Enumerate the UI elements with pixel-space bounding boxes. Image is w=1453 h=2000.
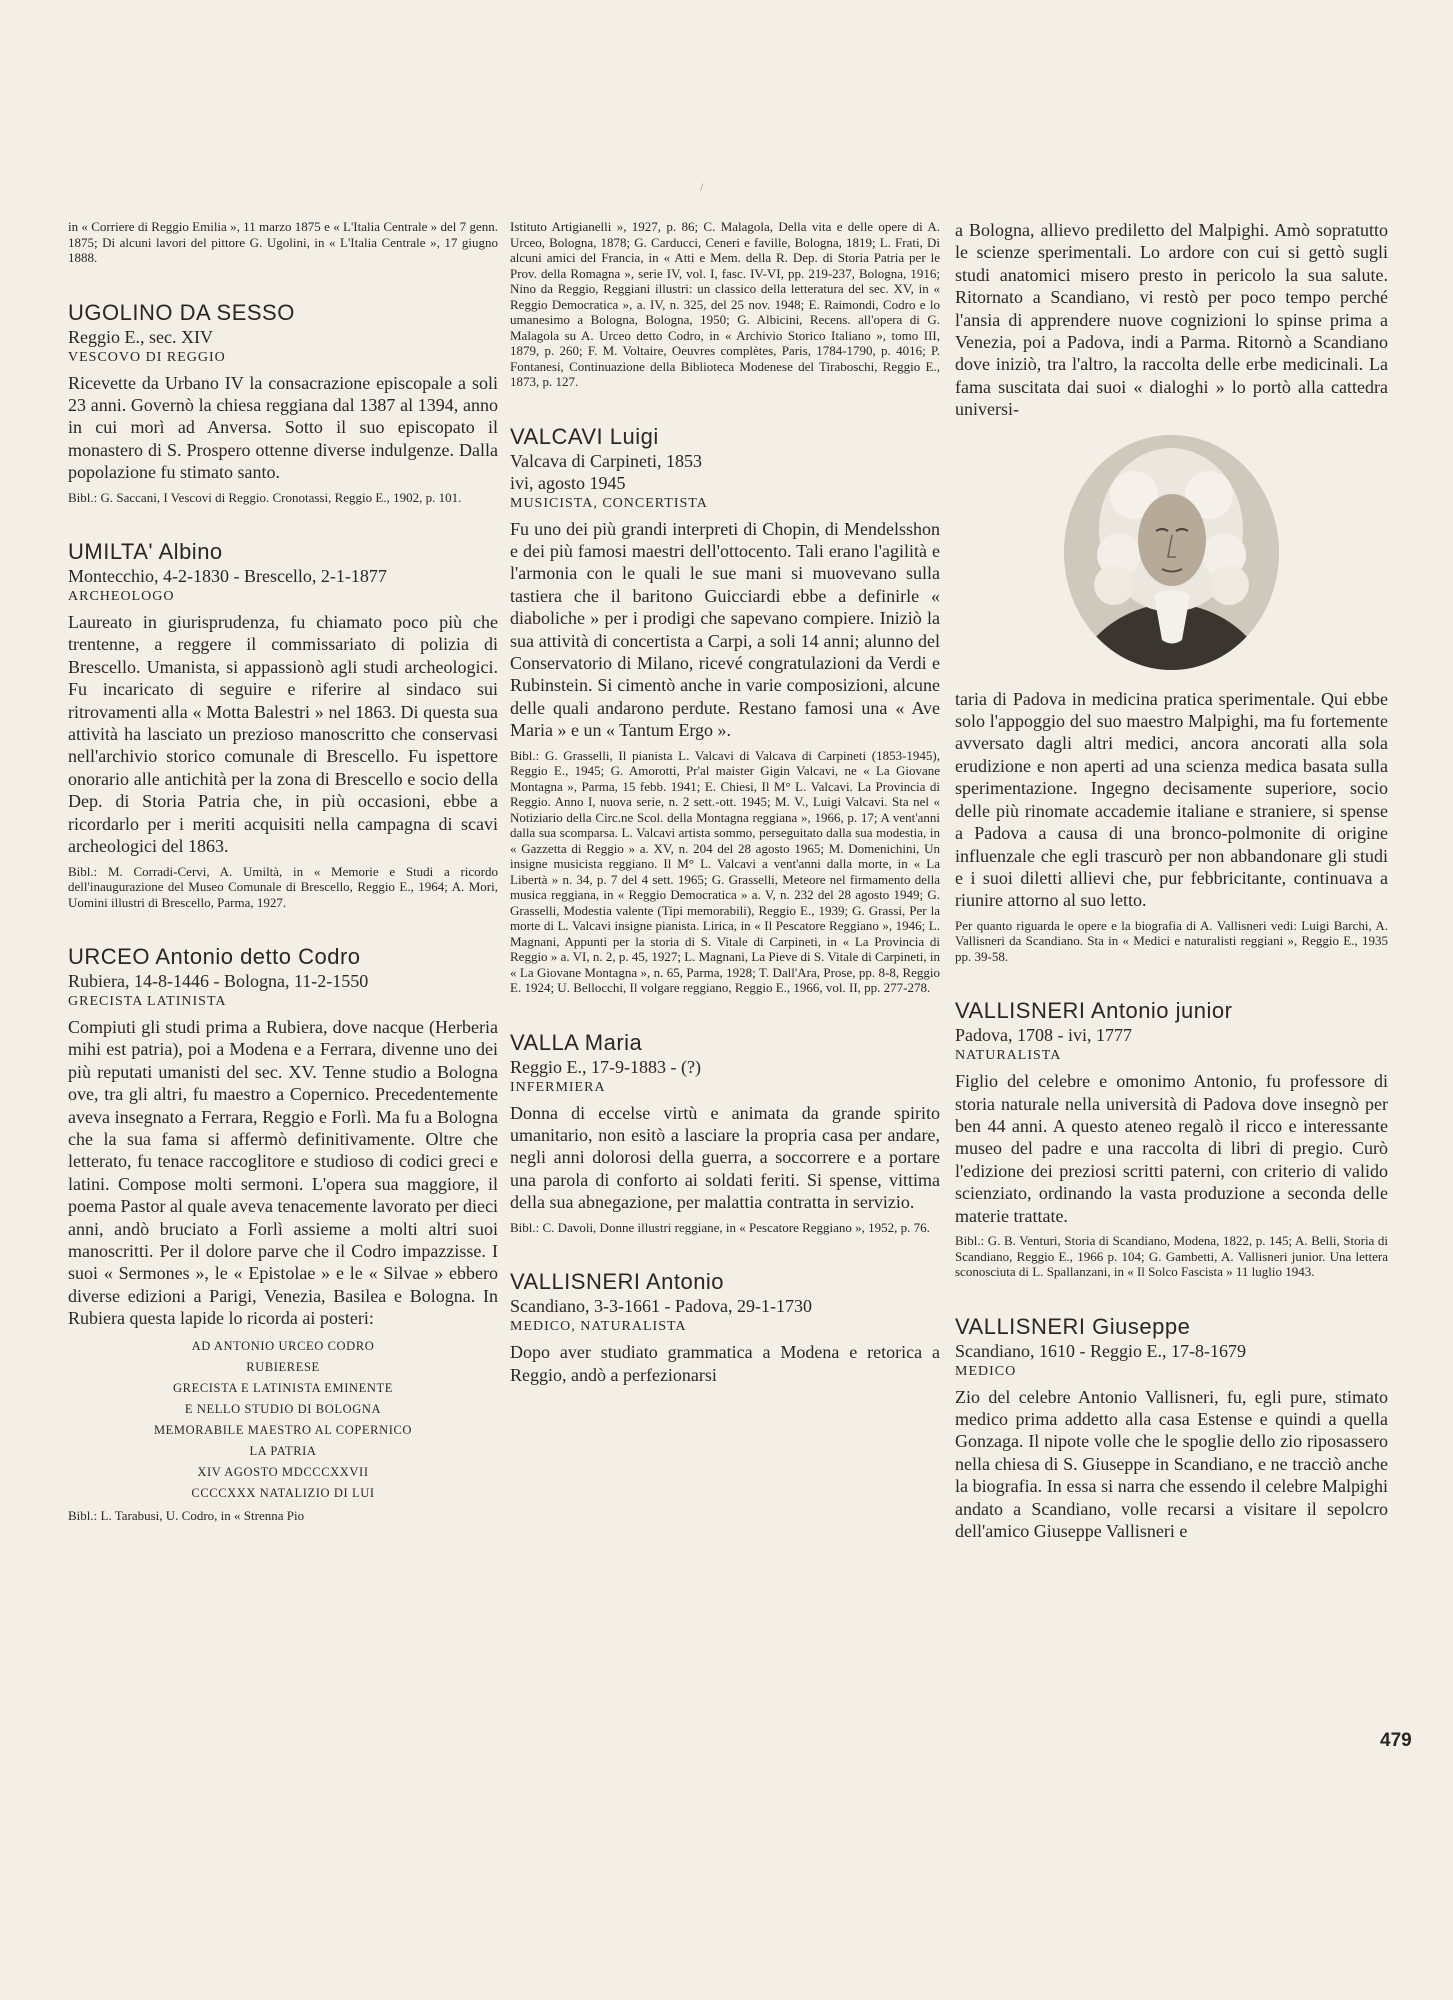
entry-ugolino-da-sesso bbox=[68, 300, 498, 506]
epitaph-line: MEMORABILE MAESTRO AL COPERNICO bbox=[153, 1422, 413, 1437]
entry-bibliography: Bibl.: G. Saccani, I Vescovi di Reggio. Cronotassi, Reggio E., 1902, p. 101. bbox=[68, 489, 462, 505]
entry-bibliography: Bibl.: G. Grasselli, Il pianista L. Valcavi di Valcava di Carpineti (1853-1945), Reggio E., 1945; G. Amorotti, Pr'al maister Gigin Valcavi, ne « La Giovane Montagna », Parma, 15 febb. 1941; E. Chiesi, Il M° L. Valcavi. La Provincia di Reggio. Anno I, nuova serie, n. 2 sett.-ott. 1945; M. V., Luigi Valcavi. Sta nel « Notiziario della Circ.ne Scol. della Montagna reggiana », 1966, p. 17; A vent'anni dalla sua scomparsa. L. Valcavi artista sommo, perseguitato dalla sua modestia, in « Gazzetta di Reggio » a. XV, n. 204 del 28 agosto 1965; M. Domenichini, Un insigne musicista reggiano. Il M° L. Valcavi a vent'anni dalla morte, in « La Libertà » n. 34, p. 7 del 4 sett. 1965; G. Grasselli, Meteore nel firmamento della musica reggiana, in « Reggio Democratica » a. V, n. 232 del 28 agosto 1949; G. Grasselli, Modestia valente (Tipi memorabili), Reggio E., 1939; G. Grassi, Per la morte di L. Valcavi insigne pianista. Lirica, in « Il Pescatore Reggiano », 1946; L. Magnani, Appunti per la storia di S. Vitale di Carpineti, in « La Provincia di Reggio » a. VI, n. 2, p. 45, 1927; L. Magnani, La Pieve di S. Vitale di Carpineti, in « La Giovane Montagna », n. 65, Parma, 1928; T. Dall'Ara, Prose, pp. 8-8, Reggio E. 1924; U. Bellocchi, Il volgare reggiano, Reggio E., 1966, vol. II, pp. 277-278. bbox=[510, 747, 940, 996]
column-3 bbox=[955, 219, 1388, 1576]
entry-role: NATURALISTA bbox=[955, 1048, 1062, 1064]
entry-body-continued-2: taria di Padova in medicina pratica sperimentale. Qui ebbe solo l'appoggio del suo maestro Malpighi, ma fu fortemente avversato dagli altri medici, ancora ancorati alla sola erudizione e non aperti ad una scienza medica basata sulla sperimentazione. Ingegno decisamente superiore, socio delle più rinomate accademie italiane e straniere, si spense a Padova a causa di una bronco-polmonite di origine influenzale che egli trascurò per non abbandonare gli studi e i suoi diletti allievi che, pur febbricitante, continuava a riunire attorno al suo letto. bbox=[955, 688, 1388, 911]
entry-origin: Rubiera, 14-8-1446 - Bologna, 11-2-1550 bbox=[68, 971, 369, 991]
entry-name: UMILTA' Albino bbox=[68, 539, 223, 565]
continued-bibliography: in « Corriere di Reggio Emilia », 11 marzo 1875 e « L'Italia Centrale » del 7 genn. 1875; Di alcuni lavori del pittore G. Ugolini, in « L'Italia Centrale », 17 giugno 1888. bbox=[68, 219, 498, 265]
entry-urceo-antonio bbox=[68, 944, 498, 1523]
entry-body: Ricevette da Urbano IV la consacrazione episcopale a soli 23 anni. Governò la chiesa reggiana dal 1387 al 1394, anno in cui morì ad Anversa. Sotto il suo episcopato il monastero di S. Prospero ottenne diverse indulgenze. Dalla popolazione fu stimato santo. bbox=[68, 372, 498, 483]
entry-origin: Reggio E., 17-9-1883 - (?) bbox=[510, 1056, 701, 1077]
entry-role: MEDICO bbox=[955, 1363, 1017, 1379]
column-2 bbox=[510, 219, 940, 1420]
entry-name: VALLA Maria bbox=[510, 1029, 643, 1055]
entry-origin: Reggio E., sec. XIV bbox=[68, 326, 213, 347]
portrait-image bbox=[1064, 435, 1279, 670]
entry-valla-maria bbox=[510, 1030, 940, 1236]
entry-body: Fu uno dei più grandi interpreti di Chopin, di Mendelsshon e dei più famosi maestri dell'ottocento. Tali erano l'agilità e l'armonia con le quali le sue mani si muovevano sulla tastiera che il baritono Guicciardi ebbe a definirle « diaboliche » per i prodigi che sapevano compiere. Iniziò la sua attività di concertista a Carpi, a soli 14 anni; alunno del Conservatorio di Milano, ricevé congratulazioni da Verdi e Rubinstein. Si cimentò anche in varie composizioni, alcune delle quali andarono perdute. Restano famosi una « Ave Maria » e un « Tantum Ergo ». bbox=[510, 518, 940, 741]
epitaph-line: LA PATRIA bbox=[249, 1443, 317, 1458]
entry-name: VALLISNERI Antonio junior bbox=[955, 998, 1233, 1024]
entry-role: ARCHEOLOGO bbox=[68, 589, 175, 605]
epitaph-line: GRECISTA E LATINISTA EMINENTE bbox=[173, 1380, 393, 1395]
entry-origin: Padova, 1708 - ivi, 1777 bbox=[955, 1025, 1132, 1046]
entry-origin: Scandiano, 1610 - Reggio E., 17-8-1679 bbox=[955, 1340, 1246, 1361]
entry-vallisneri-antonio bbox=[510, 1269, 940, 1386]
entry-body: Compiuti gli studi prima a Rubiera, dove nacque (Herberia mihi est patria), poi a Modena e a Ferrara, divenne uno dei più reputati umanisti del sec. XV. Tenne studio a Bologna ove, tra gli altri, fu maestro a Copernico. Precedentemente aveva insegnato a Ferrara, Reggio e Forlì. Ma fu a Bologna che la sua fama si affermò definitivamente. Oltre che letterato, fu tenace raccoglitore e studioso di codici greci e latini. Compose molti sermoni. L'opera sua maggiore, il poema Pastor al quale aveva tenacemente lavorato per dieci anni, andò bruciato a Forlì assieme a molti altri suoi manoscritti. Per il dolore parve che il Codro impazzisse. I suoi « Sermones », le « Epistolae » e le « Silvae » ebbero diverse edizioni a Parigi, Venezia, Basilea e Bologna. In Rubiera questa lapide lo ricorda ai posteri: bbox=[68, 1017, 498, 1329]
entry-body: Donna di eccelse virtù e animata da grande spirito umanitario, non esitò a lasciare la propria casa per andare, negli anni dolorosi della guerra, a soccorrere e a portare una parola di conforto ai soldati feriti. Si spense, vittima della sua abnegazione, per malattia contratta in servizio. bbox=[510, 1102, 940, 1213]
entry-body: Figlio del celebre e omonimo Antonio, fu professore di storia naturale nella università di Padova dove insegnò per ben 44 anni. A questo ateneo regalò il ricco e interessante museo del padre e una raccolta di libri di pregio. Curò l'edizione dei preziosi scritti paterni, con criterio di valido scienziato, ordinando la vasta produzione a seconda delle materie trattate. bbox=[955, 1071, 1388, 1226]
entry-bibliography: Bibl.: C. Davoli, Donne illustri reggiane, in « Pescatore Reggiano », 1952, p. 76. bbox=[510, 1219, 930, 1235]
continued-bibliography: Istituto Artigianelli », 1927, p. 86; C. Malagola, Della vita e delle opere di A. Urceo, Bologna, 1878; G. Carducci, Ceneri e faville, Bologna, 1819; L. Frati, Di alcuni amici del Francia, in « Atti e Mem. della R. Dep. di Storia Patria per le Prov. della Romagna », serie IV, vol. I, fasc. IV-VI, pp. 219-237, Bologna, 1916; Nino da Reggio, Reggiani illustri: un classico della letteratura del sec. XV, in « Reggio Democratica », a. IV, n. 325, del 25 nov. 1948; E. Raimondi, Codro e lo umanesimo a Bologna, Bologna, 1950; G. Albicini, Recens. all'opera di G. Malagola su A. Urceo detto Codro, in « Archivio Storico Italiano », tomo III, 1879, p. 260; F. M. Voltaire, Oeuvres complètes, Paris, 1784-1790, p. 4016; P. Fontanesi, Continuazione della Biblioteca Modenese del Tiraboschi, Reggio E., 1873, p. 127. bbox=[510, 219, 940, 389]
entry-name: VALLISNERI Giuseppe bbox=[955, 1313, 1191, 1339]
page-number: 479 bbox=[1380, 1730, 1412, 1751]
page-top-mark: / bbox=[700, 180, 704, 194]
entry-body: Zio del celebre Antonio Vallisneri, fu, egli pure, stimato medico prima addetto alla casa Estense e quindi a quella Gonzaga. Il nipote volle che le spoglie dello zio riposassero nella chiesa di S. Giuseppe in Scandiano, e ne tracciò anche la biografia. In essa si narra che essendo il celebre Malpighi andato a Scandiano, volle recarsi a visitare il sepolcro dell'amico Giuseppe Vallisneri e bbox=[955, 1386, 1388, 1541]
entry-role: MEDICO, NATURALISTA bbox=[510, 1319, 687, 1335]
column-1 bbox=[68, 219, 498, 1557]
epitaph-line: CCCCXXX NATALIZIO DI LUI bbox=[191, 1485, 375, 1500]
entry-bibliography: Bibl.: L. Tarabusi, U. Codro, in « Strenna Pio bbox=[68, 1507, 305, 1523]
entry-vallisneri-antonio-continued bbox=[955, 219, 1388, 964]
entry-origin-death: ivi, agosto 1945 bbox=[510, 472, 626, 493]
entry-origin: Montecchio, 4-2-1830 - Brescello, 2-1-1877 bbox=[68, 566, 387, 587]
entry-valcavi-luigi bbox=[510, 424, 940, 996]
entry-origin: Scandiano, 3-3-1661 - Padova, 29-1-1730 bbox=[510, 1296, 812, 1317]
entry-role: GRECISTA LATINISTA bbox=[68, 994, 227, 1009]
entry-name: URCEO Antonio detto Codro bbox=[68, 944, 361, 969]
entry-bibliography: Bibl.: G. B. Venturi, Storia di Scandiano, Modena, 1822, p. 145; A. Belli, Storia di Scandiano, Reggio E., 1966 p. 104; G. Gambetti, A. Vallisneri junior. Una lettera sconosciuta di L. Spallanzani, in « Il Solco Fascista » 11 luglio 1943. bbox=[955, 1233, 1388, 1280]
entry-role: INFERMIERA bbox=[510, 1079, 606, 1095]
entry-body-continued: a Bologna, allievo prediletto del Malpighi. Amò sopratutto le scienze sperimentali. Lo ardore con cui si gettò sugli studi anatomici misero presto in pericolo la sua salute. Ritornato a Scandiano, vi restò per poco tempo perché l'ansia di apprendere nuove cognizioni lo spinse prima a Venezia, poi a Padova, indi a Parma. Ritornò a Scandiano dove iniziò, tra l'altro, la raccolta delle erbe medicinali. La fama suscitata dai suoi « dialoghi » lo portò alla cattedra universi- bbox=[955, 220, 1388, 420]
epitaph-inscription bbox=[68, 1336, 498, 1504]
entry-vallisneri-giuseppe bbox=[955, 1314, 1388, 1543]
entry-bibliography: Bibl.: M. Corradi-Cervi, A. Umiltà, in « Memorie e Studi a ricordo dell'inaugurazione del Museo Comunale di Brescello, Reggio E., 1964; A. Mori, Uomini illustri di Brescello, Parma, 1927. bbox=[68, 863, 498, 910]
entry-bibliography: Per quanto riguarda le opere e la biografia di A. Vallisneri vedi: Luigi Barchi, A. Vallisneri da Scandiano. Sta in « Medici e naturalisti reggiani », Reggio E., 1935 pp. 39-58. bbox=[955, 917, 1388, 964]
entry-umilta-albino bbox=[68, 539, 498, 910]
entry-body: Dopo aver studiato grammatica a Modena e retorica a Reggio, andò a perfezionarsi bbox=[510, 1342, 940, 1385]
epitaph-line: XIV AGOSTO MDCCCXXVII bbox=[197, 1464, 369, 1479]
epitaph-line: E NELLO STUDIO DI BOLOGNA bbox=[184, 1401, 382, 1416]
entry-vallisneri-antonio-junior bbox=[955, 998, 1388, 1279]
portrait-vallisneri bbox=[1064, 435, 1279, 670]
entry-origin: Valcava di Carpineti, 1853 bbox=[510, 450, 702, 471]
entry-role: VESCOVO DI REGGIO bbox=[68, 349, 226, 365]
entry-name: VALCAVI Luigi bbox=[510, 423, 659, 449]
entry-role: MUSICISTA, CONCERTISTA bbox=[510, 495, 708, 511]
epitaph-line: AD ANTONIO URCEO CODRO bbox=[191, 1338, 375, 1353]
entry-body: Laureato in giurisprudenza, fu chiamato poco più che trentenne, a reggere il commissariato di polizia di Brescello. Umanista, si appassionò agli studi archeologici. Fu incaricato di seguire e riferire al sindaco sui ritrovamenti alla « Motta Balestri » nel 1863. Di questa sua attività ha lasciato un prezioso manoscritto che conservasi nell'archivio storico comunale di Brescello. Fu ispettore onorario alle antichità per la zona di Brescello e socio della Dep. di Storia Patria che, in più occasioni, ebbe a ricordarlo per i meriti acquisiti nella campagna di scavi archeologici del 1863. bbox=[68, 612, 498, 857]
entry-name: VALLISNERI Antonio bbox=[510, 1269, 725, 1295]
entry-name: UGOLINO DA SESSO bbox=[68, 299, 295, 325]
epitaph-line: RUBIERESE bbox=[246, 1359, 320, 1374]
